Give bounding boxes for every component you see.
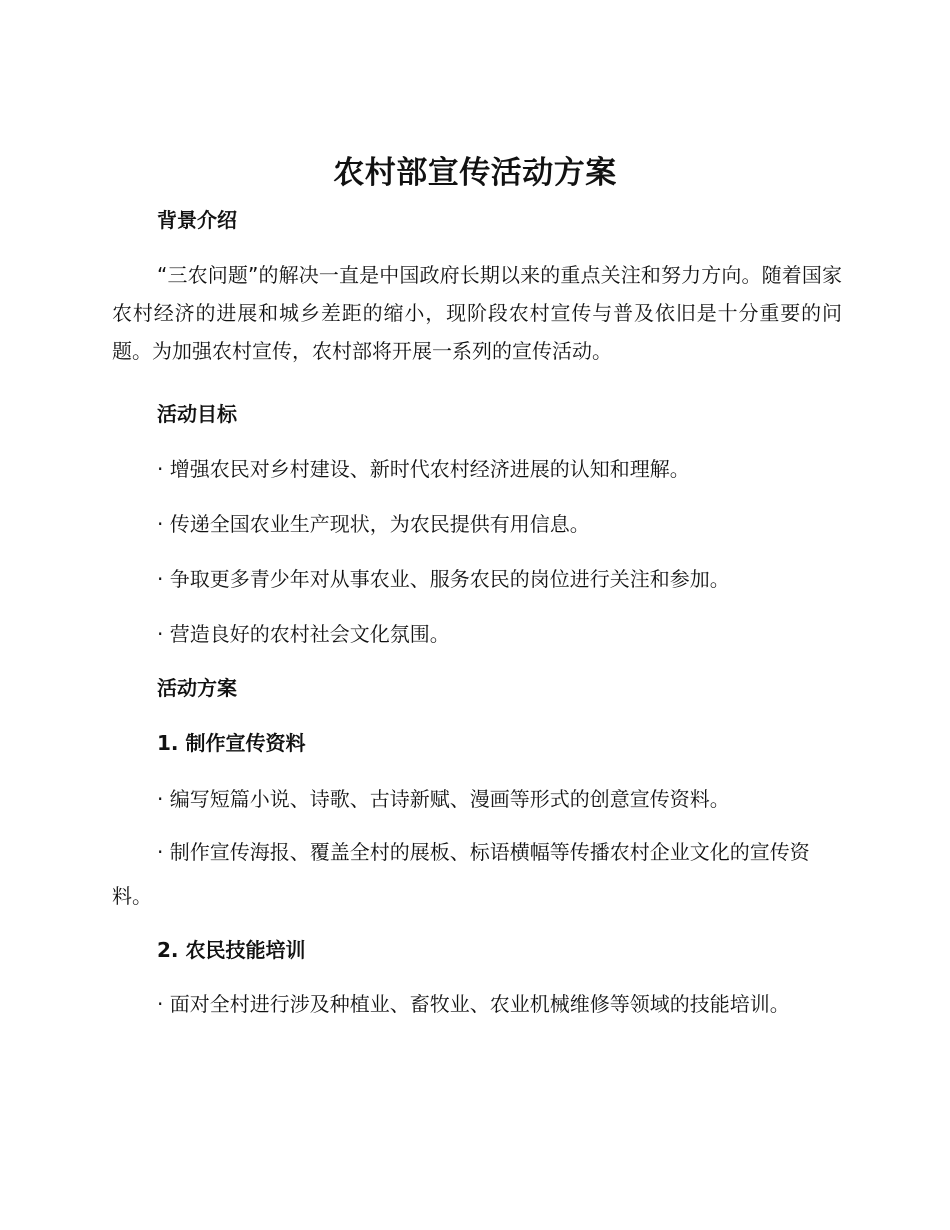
subsection-heading-training: 2. 农民技能培训: [157, 938, 306, 962]
plan-item: · 制作宣传海报、覆盖全村的展板、标语横幅等传播农村企业文化的宣传资料。: [112, 840, 810, 908]
goal-item: · 增强农民对乡村建设、新时代农村经济进展的认知和理解。: [157, 457, 690, 481]
section-heading-background: 背景介绍: [157, 208, 237, 232]
section-heading-goals: 活动目标: [157, 402, 237, 426]
document-title: 农村部宣传活动方案: [333, 155, 617, 191]
plan-item: · 编写短篇小说、诗歌、古诗新赋、漫画等形式的创意宣传资料。: [157, 787, 730, 811]
goal-item: · 营造良好的农村社会文化氛围。: [157, 622, 450, 646]
goal-item: · 争取更多青少年对从事农业、服务农民的岗位进行关注和参加。: [157, 567, 730, 591]
section-heading-plan: 活动方案: [157, 676, 237, 700]
background-paragraph: “三农问题”的解决一直是中国政府长期以来的重点关注和努力方向。随着国家农村经济的进展和城乡差距的缩小，现阶段农村宣传与普及依旧是十分重要的问题。为加强农村宣传，农村部将开展一系列的宣传活动。: [112, 263, 842, 363]
subsection-heading-materials: 1. 制作宣传资料: [157, 731, 306, 755]
goal-item: · 传递全国农业生产现状，为农民提供有用信息。: [157, 512, 590, 536]
plan-item: · 面对全村进行涉及种植业、畜牧业、农业机械维修等领域的技能培训。: [157, 992, 790, 1016]
